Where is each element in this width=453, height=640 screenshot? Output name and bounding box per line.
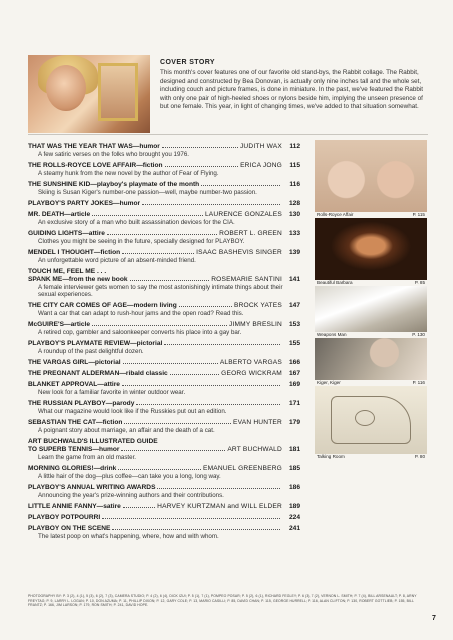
contents-entry [28, 514, 300, 522]
entry-pretitle: ART BUCHWALD'S ILLUSTRATED GUIDE [28, 438, 158, 446]
thumbnail-image [315, 386, 427, 454]
entry-description: An unforgettable word picture of an absent-minded friend. [38, 256, 196, 264]
contents-entry [28, 181, 300, 197]
entry-title: THE CITY CAR COMES OF AGE—modern living [28, 302, 177, 310]
thumbnail [315, 218, 427, 286]
entry-description: The latest poop on what's happening, where, how and with whom. [38, 533, 219, 541]
entry-title: GUIDING LIGHTS—attire [28, 229, 105, 237]
thumbnail-caption: Rolls-Royce Affair [317, 212, 354, 217]
dot-leader [118, 465, 201, 470]
contents-entry [28, 249, 300, 265]
entry-description: Learn the game from an old master. [38, 454, 137, 462]
entry-title: BLANKET APPROVAL—attire [28, 381, 120, 389]
contents-list [28, 143, 300, 544]
contents-entry [28, 359, 300, 367]
thumbnail-page: P. 85 [414, 280, 425, 285]
thumbnail-column [315, 140, 427, 460]
dot-leader [157, 484, 280, 489]
entry-title: TO SUPERB TENNIS—humor [28, 446, 120, 454]
contents-entry [28, 438, 300, 462]
entry-page: 115 [289, 161, 300, 169]
entry-page: 116 [289, 180, 300, 188]
entry-description: Skiing is Susan Kiger's number-one passion—well, maybe number-two passion. [38, 188, 257, 196]
entry-title: SEBASTIAN THE CAT—fiction [28, 419, 123, 427]
contents-entry [28, 400, 300, 416]
contents-entry [28, 211, 300, 227]
entry-page: 171 [288, 400, 300, 408]
contents-entry [28, 465, 300, 481]
thumbnail [315, 386, 427, 460]
thumbnail-page: P. 130 [412, 332, 425, 337]
entry-page: 185 [288, 464, 300, 472]
contents-entry [28, 381, 300, 397]
entry-description: Announcing the year's prize-winning authors and their contributions. [38, 491, 224, 499]
entry-description: Clothes you might be seeing in the future, specially designed for PLAYBOY. [38, 237, 245, 245]
entry-description: A few satiric verses on the folks who brought you 1976. [38, 151, 189, 158]
cover-story-text: This month's cover features one of our favorite old stand-bys, the Rabbit collage. The Rabbit, designed and constructed by Bea Donovan, is actually only nine inches tall and the whole set, including couch and picture frames, is done in miniature. In the past, we've featured the Rabbit with only one pair of high-heeled shoes or nylons beside him, implying the unseen presence of but one female. This year, in light of changing times, we've added to that situation somewhat. [160, 69, 424, 111]
dot-leader [142, 200, 280, 205]
dot-leader [124, 419, 231, 424]
entry-author: HARVEY KURTZMAN and WILL ELDER [157, 502, 282, 510]
thumbnail [315, 338, 427, 386]
entry-page: 130 [288, 210, 300, 218]
contents-entry [28, 525, 300, 541]
entry-page: 224 [288, 514, 300, 522]
thumbnail-image [315, 218, 427, 280]
contents-entry [28, 340, 300, 356]
entry-author: ISAAC BASHEVIS SINGER [196, 248, 282, 256]
thumbnail-page: P. 116 [412, 380, 425, 385]
entry-title: McGUIRE'S—article [28, 321, 91, 329]
dot-leader [112, 525, 280, 530]
entry-author: ROSEMARIE SANTINI [211, 275, 282, 283]
entry-page: 139 [288, 248, 300, 256]
cover-photo [28, 55, 150, 133]
dot-leader [92, 211, 203, 216]
thumbnail [315, 140, 427, 218]
contents-entry [28, 484, 300, 500]
contents-entry [28, 143, 300, 159]
entry-title: MENDEL I THOUGHT—fiction [28, 248, 121, 256]
entry-page: 155 [288, 339, 300, 347]
entry-author: JIMMY BRESLIN [228, 321, 282, 329]
entry-page: 133 [288, 229, 300, 237]
contents-entry [28, 230, 300, 246]
entry-title: PLAYBOY POTPOURRI [28, 514, 101, 522]
dot-leader [164, 340, 280, 345]
entry-description: A roundup of the past delightful dozen. [38, 347, 144, 355]
dot-leader [92, 321, 227, 326]
contents-entry [28, 302, 300, 318]
entry-description: A retired cop, gambler and saloonkeeper converts his place into a gay bar. [38, 329, 242, 337]
entry-page: 167 [288, 370, 300, 378]
entry-description: What our magazine would look like if the Russkies put out an edition. [38, 408, 227, 416]
entry-title: PLAYBOY'S ANNUAL WRITING AWARDS [28, 483, 156, 491]
contents-entry [28, 321, 300, 337]
photo-credits: PHOTOGRAPHY BY: P. 3 (2), 4 (1), 5 (3), 6 (2), 7 (3), CAMERA STUDIO; P. 4 (2), 6 (4), DICK IZUI; P. 5 (1), 7 (1), POMPEO POSAR; P. 5 (2), 6 (1), RICHARD FEGLEY; P. 6 (3), 7 (2), VERNON L. SMITH; P. 7 (4), BILL ARSENAULT; P. 8, ARNY FREYTAG; P. 9, LARRY L. LOGAN; P. 10, DON AZUMA; P. 11, PHILLIP DIXON; P. 12, GARY COLE; P. 13, MARIO CASILLI; P. 85, DAVID CHAN; P. 115, GEORGE HURRELL; P. 116, ALAN CLIFTON; P. 130, ROBERT GOTTLIEB; P. 155, BILL FRANTZ; P. 166, JIM LARSON; P. 179, RON SMITH; P. 241, DAVID HOPE. [28, 594, 417, 608]
dot-leader [122, 381, 280, 386]
thumbnail-caption: Beautiful Barbara [317, 280, 353, 285]
entry-description: A female interviewer gets women to say the most astonishingly intimate things about their sexual experiences. [38, 283, 283, 299]
thumbnail-caption: Talking Room [317, 454, 345, 459]
contents-entry [28, 200, 300, 208]
entry-title: PLAYBOY ON THE SCENE [28, 525, 111, 533]
contents-entry [28, 419, 300, 435]
cover-story [28, 55, 428, 135]
entry-title: MORNING GLORIES!—drink [28, 464, 117, 472]
dot-leader [179, 302, 232, 307]
contents-entry [28, 268, 300, 299]
thumbnail-caption: Weapons Man [317, 332, 347, 337]
dot-leader [123, 503, 155, 508]
page-number: 7 [432, 615, 436, 622]
cover-story-title: COVER STORY [160, 59, 215, 66]
entry-author: GEORG WICKRAM [221, 370, 282, 378]
entry-page: 179 [288, 419, 300, 427]
entry-title: THAT WAS THE YEAR THAT WAS—humor [28, 143, 160, 150]
entry-title: SPANK ME—from the new book [28, 275, 128, 283]
dot-leader [136, 400, 280, 405]
entry-author: ALBERTO VARGAS [219, 358, 282, 366]
thumbnail-page: P. 115 [412, 212, 425, 217]
entry-description: New look for a familiar favorite in winter outdoor wear. [38, 389, 186, 397]
entry-author: LAURENCE GONZALES [204, 210, 282, 218]
dot-leader [165, 162, 239, 167]
thumbnail-image [315, 286, 427, 332]
entry-description: An exclusive story of a man who built assassination devices for the CIA. [38, 218, 235, 226]
thumbnail-caption: Kiger, Kiger [317, 380, 341, 385]
thumbnail-image [315, 140, 427, 212]
entry-title: LITTLE ANNIE FANNY—satire [28, 502, 121, 510]
dot-leader [102, 514, 280, 519]
dot-leader [107, 230, 217, 235]
entry-author: ERICA JONG [240, 161, 282, 169]
entry-author: BROCK YATES [233, 302, 282, 310]
entry-page: 128 [288, 199, 300, 207]
entry-title: THE SUNSHINE KID—playboy's playmate of the month [28, 180, 200, 188]
entry-title: PLAYBOY'S PLAYMATE REVIEW—pictorial [28, 339, 163, 347]
dot-leader [162, 143, 238, 148]
entry-pretitle: TOUCH ME, FEEL ME . . . [28, 267, 107, 275]
entry-title: THE VARGAS GIRL—pictorial [28, 358, 121, 366]
entry-page: 169 [288, 381, 300, 389]
entry-page: 186 [288, 483, 300, 491]
entry-page: 141 [288, 275, 300, 283]
entry-page: 189 [288, 502, 300, 510]
entry-page: 112 [289, 143, 300, 150]
entry-title: MR. DEATH—article [28, 210, 91, 218]
entry-description: A steamy hunk from the new novel by the author of Fear of Flying. [38, 169, 219, 177]
dot-leader [201, 181, 280, 186]
dot-leader [130, 276, 210, 281]
dot-leader [122, 249, 194, 254]
thumbnail [315, 286, 427, 338]
dot-leader [123, 359, 218, 364]
entry-author: ROBERT L. GREEN [219, 229, 282, 237]
entry-title: PLAYBOY'S PARTY JOKES—humor [28, 199, 141, 207]
entry-page: 166 [288, 358, 300, 366]
contents-entry [28, 370, 300, 378]
entry-author: EVAN HUNTER [233, 419, 282, 427]
contents-entry [28, 503, 300, 511]
entry-author: JUDITH WAX [239, 143, 282, 150]
entry-page: 181 [288, 446, 300, 454]
entry-description: Want a car that can adapt to rush-hour jams and the open road? Read this. [38, 310, 244, 318]
entry-author: ART BUCHWALD [227, 446, 282, 454]
thumbnail-page: P. 80 [414, 454, 425, 459]
entry-page: 241 [288, 525, 300, 533]
entry-page: 147 [288, 302, 300, 310]
dot-leader [121, 446, 225, 451]
entry-description: A poignant story about marriage, an affair and the death of a cat. [38, 427, 215, 435]
entry-title: THE RUSSIAN PLAYBOY—parody [28, 400, 135, 408]
thumbnail-image [315, 338, 427, 380]
entry-title: THE PREGNANT ALDERMAN—ribald classic [28, 370, 168, 378]
entry-title: THE ROLLS-ROYCE LOVE AFFAIR—fiction [28, 161, 163, 169]
entry-description: A little hair of the dog—plus coffee—can take you a long, long way. [38, 472, 221, 480]
contents-entry [28, 162, 300, 178]
dot-leader [170, 370, 219, 375]
entry-page: 153 [288, 321, 300, 329]
entry-author: EMANUEL GREENBERG [203, 464, 282, 472]
